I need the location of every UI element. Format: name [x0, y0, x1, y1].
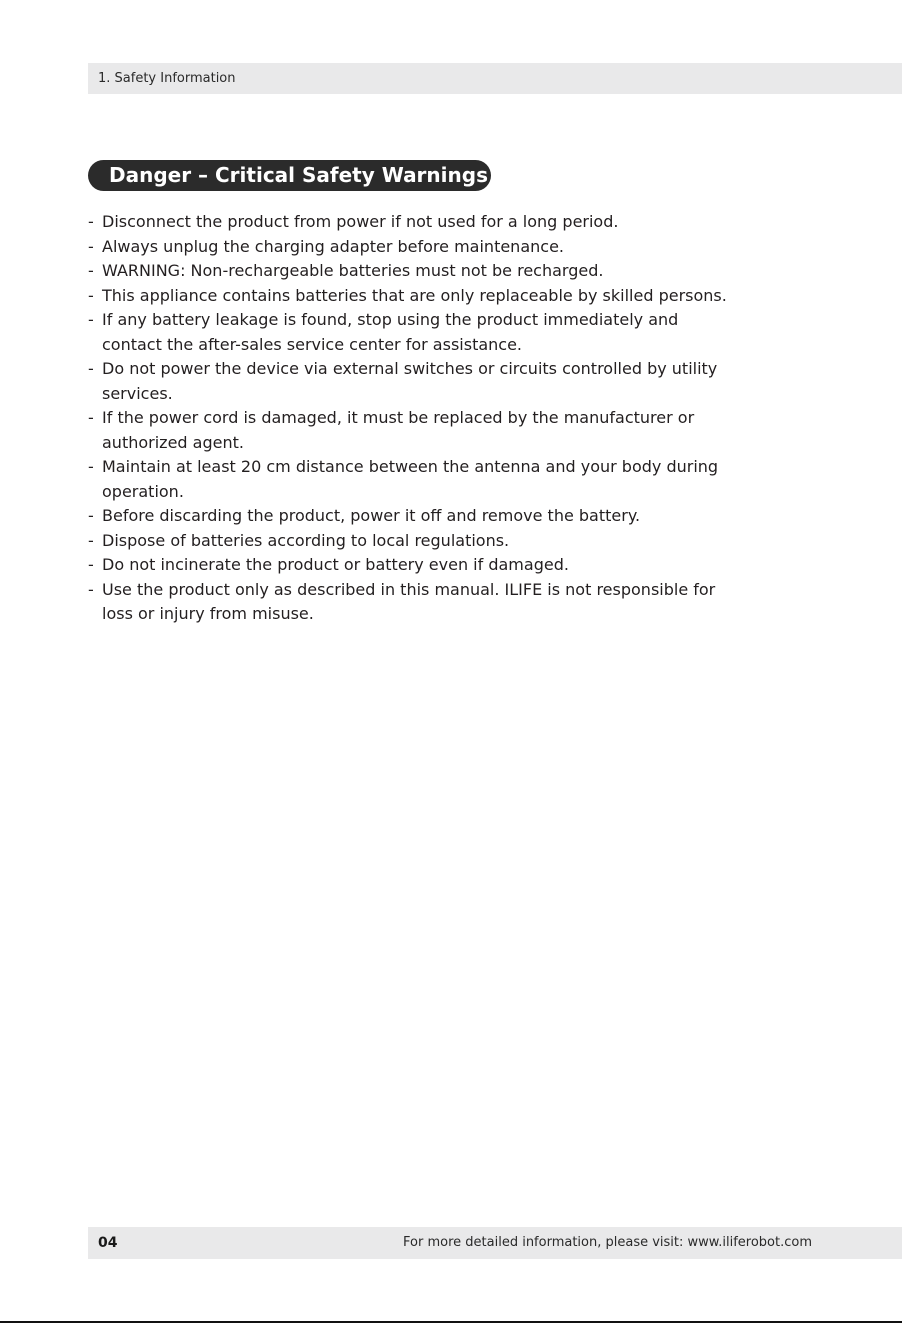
warning-item	[88, 504, 848, 529]
warning-text-line: Do not incinerate the product or battery even if damaged.	[102, 555, 569, 574]
bullet-marker: -	[88, 530, 94, 550]
warning-list	[88, 210, 848, 627]
bullet-marker: -	[88, 506, 94, 525]
bullet-marker: -	[88, 261, 94, 280]
bullet-marker: -	[88, 359, 94, 378]
warning-text-line: If any battery leakage is found, stop using the product immediately and	[102, 310, 679, 329]
bullet-marker: -	[88, 310, 94, 329]
page-bottom-rule	[0, 1321, 902, 1323]
warning-item	[88, 529, 848, 554]
footer-bar	[88, 1227, 902, 1259]
warning-text-line: Before discarding the product, power it off and remove the battery.	[102, 506, 641, 525]
bullet-marker: -	[88, 236, 94, 256]
warning-item	[88, 235, 848, 260]
bullet-marker: -	[88, 579, 94, 599]
warning-item	[88, 578, 848, 627]
bullet-marker: -	[88, 555, 94, 574]
warning-item	[88, 455, 848, 504]
warning-text-line: Disconnect the product from power if not used for a long period.	[102, 212, 619, 231]
warning-item	[88, 357, 848, 406]
warning-text-line: Use the product only as described in this manual. ILIFE is not responsible for	[102, 579, 716, 599]
warning-item	[88, 406, 848, 455]
warning-text-line: If the power cord is damaged, it must be replaced by the manufacturer or	[102, 408, 695, 427]
warning-text-line: This appliance contains batteries that are only replaceable by skilled persons.	[102, 285, 727, 305]
bullet-marker: -	[88, 285, 94, 305]
page-number: 04	[98, 1235, 118, 1251]
warning-item	[88, 284, 848, 309]
bullet-marker: -	[88, 212, 94, 231]
section-header-bar	[88, 63, 902, 94]
warning-text-line: Maintain at least 20 cm distance between the antenna and your body during	[102, 457, 719, 476]
warning-item	[88, 210, 848, 235]
warning-item	[88, 308, 848, 357]
warning-text-line: operation.	[102, 481, 184, 501]
footer-website-note: For more detailed information, please visit: www.iliferobot.com	[403, 1235, 812, 1250]
warning-text-line: Always unplug the charging adapter before maintenance.	[102, 236, 564, 256]
warning-item	[88, 259, 848, 284]
bullet-marker: -	[88, 408, 94, 427]
warning-text-line: Do not power the device via external switches or circuits controlled by utility	[102, 359, 718, 378]
warning-text-line: Dispose of batteries according to local regulations.	[102, 530, 510, 550]
warning-text-line: services.	[102, 383, 173, 403]
warning-text-line: WARNING: Non-rechargeable batteries must not be recharged.	[102, 261, 604, 280]
warning-text-line: loss or injury from misuse.	[102, 604, 314, 623]
warning-item	[88, 553, 848, 578]
danger-heading: Danger – Critical Safety Warnings	[109, 163, 488, 187]
warning-text-line: authorized agent.	[102, 432, 244, 452]
danger-heading-badge	[88, 160, 491, 191]
section-title: 1. Safety Information	[98, 71, 236, 86]
warning-text-line: contact the after-sales service center for assistance.	[102, 334, 523, 354]
bullet-marker: -	[88, 457, 94, 476]
